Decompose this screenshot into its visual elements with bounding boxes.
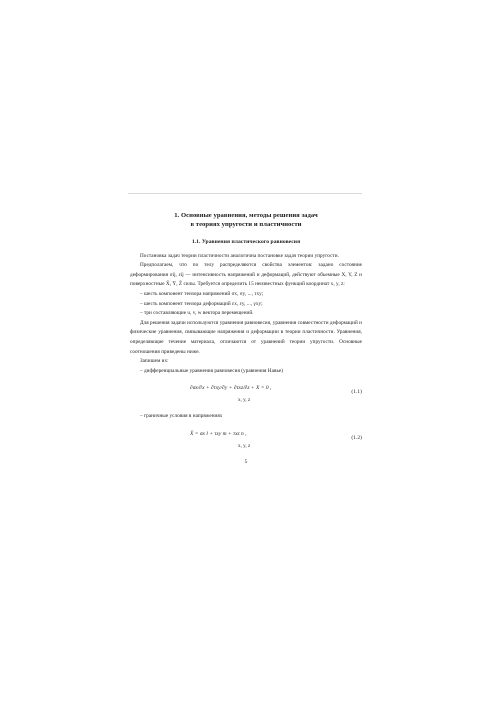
paragraph-write: Запишем их:	[140, 358, 169, 365]
paragraph-method: Для решения задачи используются уравнения равновесия, уравнения совместности деформаций и физические уравнения, связывающие напряжения и деформации в теории пластичности. Уравнения, определяющие течение материала, отличаются от уравнений теории упругости. Основные соотношения приведены ниже.	[130, 319, 362, 355]
page-top-rule	[128, 193, 362, 194]
paragraph-intro: Постановка задач теории пластичности аналогична постановке задач теории упругости.	[140, 252, 339, 259]
equation-1-subscript: x, y, z	[238, 398, 251, 404]
page-number: 5	[244, 458, 248, 465]
equation-1-body: ∂σx/∂x + ∂τxy/∂y + ∂τxz/∂z + X = 0 ,	[190, 385, 272, 392]
list-item-equilibrium: – дифференциальные уравнения равновесия (уравнения Навье)	[140, 367, 283, 374]
equation-2-subscript: x, y, z	[238, 443, 251, 449]
equation-1-number: (1.1)	[351, 389, 362, 396]
list-item-strain: – шесть компонент тензора деформаций εx, εy, ..., γxy;	[140, 300, 263, 307]
list-item-displacement: – три составляющие u, v, w вектора перемещений.	[140, 310, 254, 317]
list-item-stress: – шесть компонент тензора напряжений σx, σy, ..., τxy;	[140, 290, 264, 297]
chapter-title	[130, 212, 362, 230]
equation-2-body: X̄ = σx l + τxy m + τxz n ,	[190, 430, 247, 437]
chapter-title-line-2: в теориях упругости и пластичности	[190, 220, 302, 228]
equation-1	[130, 380, 362, 408]
equation-2	[130, 426, 362, 454]
chapter-title-line-1: 1. Основные уравнения, методы решения задач	[174, 212, 318, 219]
paragraph-assumptions: Предполагаем, что по телу распределяются свойства элементов: задано состояние деформирования σij, εij — интенсивность напряжений и деформаций, действуют объемные X, Y, Z и поверхностные X̄, Ȳ, Z̄ силы. Требуется определить 15 неизвестных функций координат x, y, z:	[130, 262, 362, 288]
section-title: 1.1. Уравнения пластического равновесия	[191, 238, 301, 245]
equation-2-number: (1.2)	[351, 434, 362, 441]
book-page	[130, 212, 362, 465]
list-item-boundary: – граничные условия в напряжениях	[140, 413, 223, 420]
